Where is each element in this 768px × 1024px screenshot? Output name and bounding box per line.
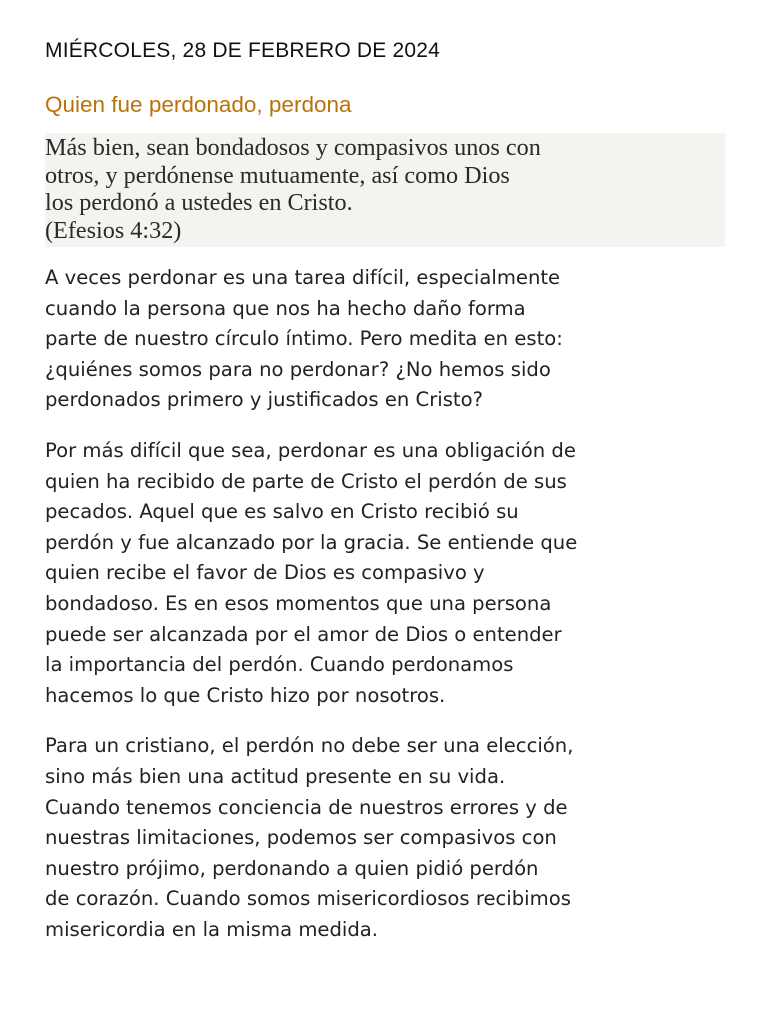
devotional-page (45, 34, 725, 945)
bible-verse-quote (45, 133, 725, 247)
body-paragraph: Por más difícil que sea, perdonar es una obligación de quien ha recibido de parte de Cristo el perdón de sus pecados. Aquel que es salvo en Cristo recibió su perdón y fue alcanzado por la gracia. Se entiende que quien recibe el favor de Dios es compasivo y bondadoso. Es en esos momentos que una persona puede ser alcanzada por el amor de Dios o entender la importancia del perdón. Cuando perdonamos hacemos lo que Cristo hizo por nosotros. (45, 438, 578, 707)
verse-reference: (Efesios 4:32) (45, 216, 182, 244)
body-paragraph: A veces perdonar es una tarea difícil, especialmente cuando la persona que nos ha hecho daño forma parte de nuestro círculo íntimo. Pero medita en esto: ¿quiénes somos para no perdonar? ¿No hemos sido perdonados primero y justificados en Cristo? (45, 266, 563, 412)
verse-text: Más bien, sean bondadosos y compasivos unos con otros, y perdónense mutuamente, así como Dios los perdonó a ustedes en Cristo. (45, 134, 541, 216)
page-title: Quien fue perdonado, perdona (45, 92, 352, 117)
body-paragraph: Para un cristiano, el perdón no debe ser una elección, sino más bien una actitud presente en su vida. Cuando tenemos conciencia de nuestros errores y de nuestras limitaciones, podemos ser compasivos con nuestro prójimo, perdonando a quien pidió perdón de corazón. Cuando somos misericordiosos recibimos misericordia en la misma medida. (45, 734, 574, 941)
date-heading: MIÉRCOLES, 28 DE FEBRERO DE 2024 (45, 39, 441, 62)
